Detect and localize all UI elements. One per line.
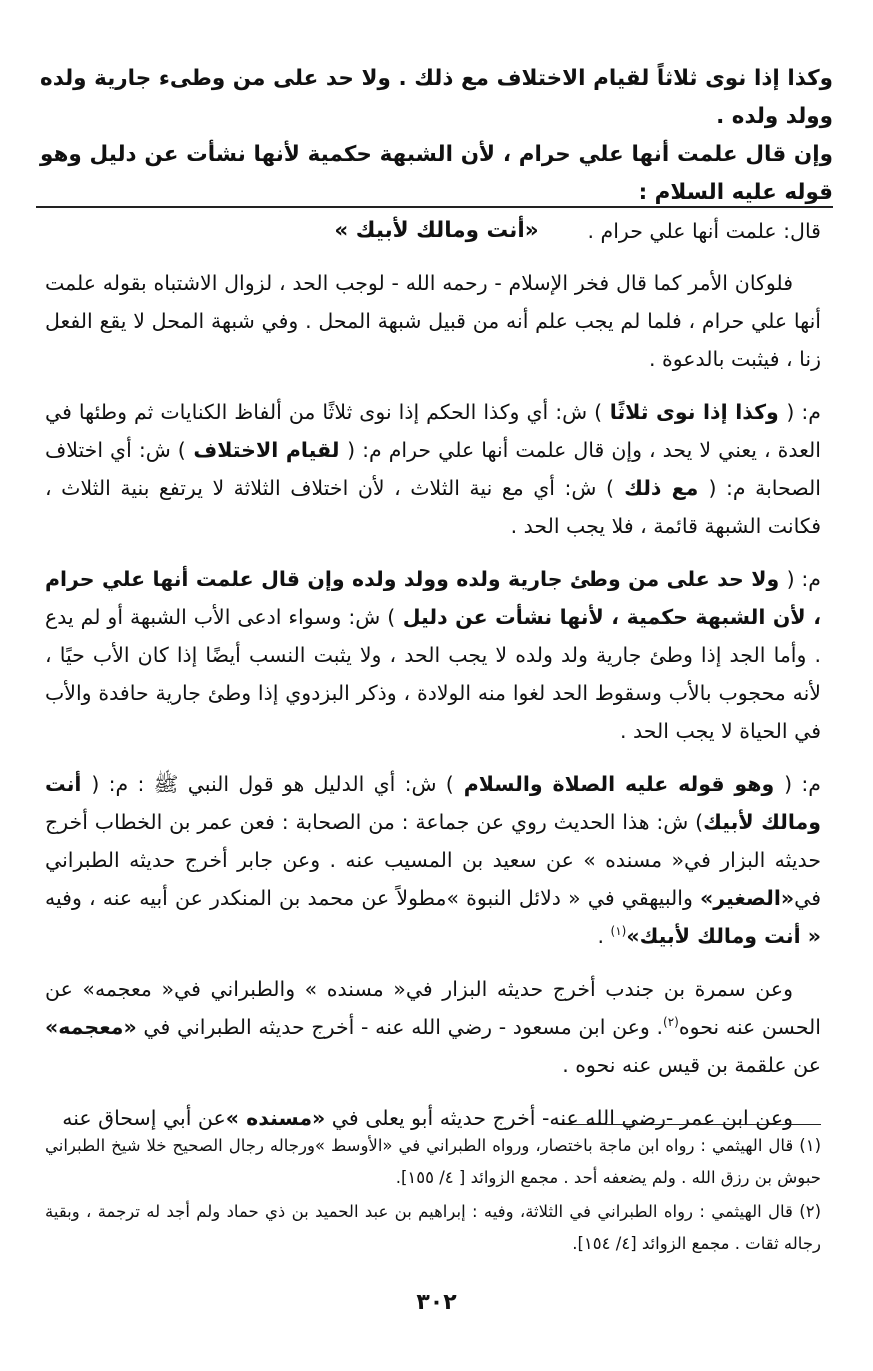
- sharh-paragraph-2: فلوكان الأمر كما قال فخر الإسلام - رحمه الله - لوجب الحد ، لزوال الاشتباه بقوله علمت أنها علي حرام ، فلما لم يجب علم أنه من قبيل شبهة المحل . وفي شبهة المحل لا يقع الفعل زنا ، فيثبت بالدعوة .: [45, 271, 821, 371]
- text-run: ) ش: هذا الحديث روي عن جماعة : من الصحابة : فعن عمر بن الخطاب أخرج حديثه البزار في« مسنده » عن سعيد بن المسيب عنه . وعن جابر أخرج حديثه الطبراني في: [45, 810, 821, 910]
- footnotes: [45, 1130, 821, 1262]
- footnote-1: (١) قال الهيثمي : رواه ابن ماجة باختصار، ورواه الطبراني في «الأوسط »ورجاله رجال الصحيح خلا شيخ الطبراني حبوش بن رزق الله . ولم يضعفه أحد . مجمع الزوائد [ ٤/ ١٥٥].: [45, 1136, 821, 1187]
- text-run: ) ش: أي وكذا الحكم إذا نوى ثلاثًا من ألفاظ الكنايات ثم وطئها في العدة ، يعني لا يحد ، وإن قال علمت أنها علي حرام م: (: [45, 400, 821, 462]
- text-run: م: (: [786, 400, 821, 424]
- sharh-text: [45, 212, 821, 1152]
- matn-divider: [36, 206, 833, 208]
- bold-run: وهو قوله عليه الصلاة والسلام: [453, 772, 785, 796]
- matn-line-1: وكذا إذا نوى ثلاثاً لقيام الاختلاف مع ذلك . ولا حد على من وطىء جارية ولده وولد ولده .: [40, 66, 833, 129]
- text-run: ) ش: أي اختلاف الصحابة م: (: [45, 438, 822, 500]
- bold-run: «مسنده »: [225, 1106, 326, 1130]
- text-run: ) ش: وسواء ادعى الأب الشبهة أو لم يدع . وأما الجد إذا وطئ جارية ولد ولده لا يجب الحد ، ولا يثبت النسب أيضًا إذا كان الأب حيًا ، لأنه محجوب بالأب وسقوط الحد لغوا منه الولادة ، وذكر البزدوي إذا وطئ جارية حافدة والأب في الحياة لا يجب الحد .: [45, 605, 821, 743]
- footnote-divider: [561, 1124, 821, 1125]
- text-run: وعن ابن عمر -رضي الله عنه- أخرج حديثه أبو يعلى في: [325, 1106, 793, 1130]
- page-number: ٣٠٢: [416, 1290, 457, 1315]
- bold-run: «معجمه»: [45, 1015, 137, 1039]
- sharh-paragraph-3: [45, 393, 821, 545]
- text-run: والبيهقي في « دلائل النبوة »مطولاً عن محمد بن المنكدر عن أبيه عنه ، وفيه: [45, 886, 700, 910]
- text-run: ) ش: أي مع نية الثلاث ، لأن اختلاف الثلاثة لا يرتفع بنية الثلاث ، فكانت الشبهة قائمة ، فلا يجب الحد .: [45, 476, 821, 538]
- matn-line-3: «أنت ومالك لأبيك »: [334, 218, 539, 243]
- bold-run: مع ذلك: [614, 476, 709, 500]
- text-run: عن علقمة بن قيس عنه نحوه .: [562, 1053, 821, 1077]
- text-run: وعن سمرة بن جندب أخرج حديثه البزار في« مسنده » والطبراني في« معجمه» عن الحسن عنه نحوه: [45, 977, 821, 1039]
- bold-run: لقيام الاختلاف: [185, 438, 348, 462]
- text-run: ) ش: أي الدليل هو قول النبي ﷺ : م: (: [91, 772, 454, 796]
- bold-run: ولا حد على من وطئ جارية ولده وولد ولده وإن قال علمت أنها علي حرام ، لأن الشبهة حكمية ، لأنها نشأت عن دليل: [45, 567, 821, 629]
- bold-run: « أنت ومالك لأبيك»: [626, 924, 821, 948]
- footnote-2: (٢) قال الهيثمي : رواه الطبراني في الثلاثة، وفيه : إبراهيم بن عبد الحميد بن ذي حماد ولم أجد له ترجمة ، وبقية رجاله ثقات . مجمع الزوائد [٤/ ١٥٤].: [45, 1202, 821, 1253]
- text-run: . وعن ابن مسعود - رضي الله عنه - أخرج حديثه الطبراني في: [136, 1015, 664, 1039]
- text-run: عن أبي إسحاق عنه: [62, 1106, 226, 1130]
- bold-run: وكذا إذا نوى ثلاثًا: [602, 400, 787, 424]
- text-run: م: (: [786, 567, 821, 591]
- sharh-paragraph-5: [45, 765, 821, 955]
- matn-line-2: وإن قال علمت أنها علي حرام ، لأن الشبهة حكمية لأنها نشأت عن دليل وهو قوله عليه السلام :: [40, 142, 833, 205]
- footnote-ref-1: (١): [610, 924, 627, 939]
- footnote-ref-2: (٢): [663, 1015, 679, 1030]
- sharh-paragraph-4: [45, 560, 821, 750]
- sharh-paragraph-6: [45, 970, 821, 1084]
- text-run: .: [597, 924, 611, 948]
- text-run: م: (: [784, 772, 821, 796]
- bold-run: «الصغير»: [700, 886, 795, 910]
- sharh-paragraph-1: قال: علمت أنها علي حرام .: [587, 219, 821, 243]
- bold-run: أنت ومالك لأبيك: [45, 772, 821, 834]
